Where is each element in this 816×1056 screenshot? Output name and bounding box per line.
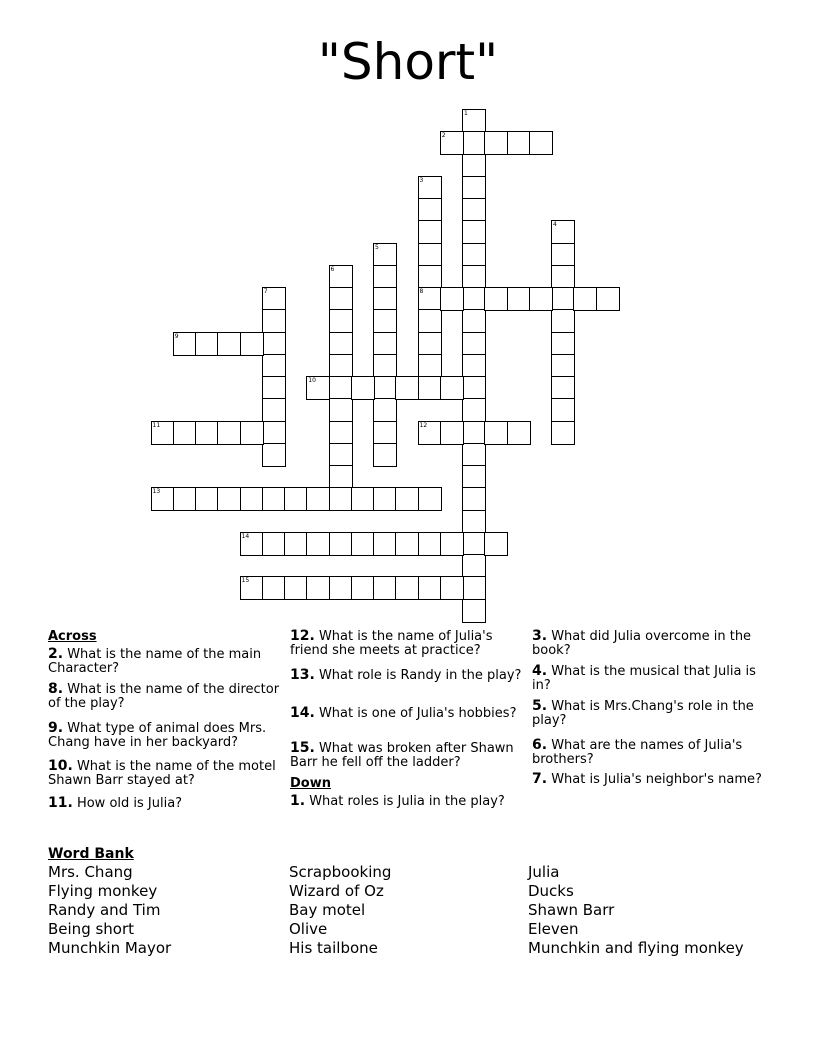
word-bank-item: Olive [289, 920, 328, 938]
grid-cell[interactable] [484, 532, 508, 556]
word-bank-item: Randy and Tim [48, 901, 161, 919]
clue-down-5: 5. What is Mrs.Chang's role in the play? [532, 698, 754, 728]
grid-cell[interactable] [418, 220, 442, 244]
grid-cell[interactable] [462, 198, 486, 222]
grid-cell[interactable] [462, 599, 486, 623]
grid-cell[interactable] [462, 265, 486, 289]
grid-cell[interactable] [329, 354, 353, 378]
grid-cell[interactable] [306, 487, 330, 511]
grid-cell[interactable] [418, 332, 442, 356]
grid-cell[interactable] [529, 131, 553, 155]
grid-cell[interactable] [262, 332, 286, 356]
grid-cell[interactable] [306, 532, 330, 556]
clue-number: 5 [375, 243, 379, 251]
word-bank-item: Wizard of Oz [289, 882, 384, 900]
grid-cell[interactable] [418, 354, 442, 378]
grid-cell[interactable] [418, 287, 442, 311]
grid-cell[interactable] [240, 332, 264, 356]
clue-number: 4 [553, 221, 557, 229]
grid-cell[interactable] [329, 465, 353, 489]
word-bank-item: Ducks [528, 882, 574, 900]
grid-cell[interactable] [262, 287, 286, 311]
grid-cell[interactable] [551, 376, 575, 400]
grid-cell[interactable] [507, 287, 531, 311]
word-bank-item: Mrs. Chang [48, 863, 133, 881]
grid-cell[interactable] [329, 376, 353, 400]
clue-across-14: 14. What is one of Julia's hobbies? [290, 705, 517, 721]
grid-cell[interactable] [262, 487, 286, 511]
clue-across-8: 8. What is the name of the director of the play? [48, 681, 280, 711]
grid-cell[interactable] [284, 576, 308, 600]
grid-cell[interactable] [329, 332, 353, 356]
grid-cell[interactable] [329, 487, 353, 511]
grid-cell[interactable] [418, 376, 442, 400]
grid-cell[interactable] [507, 131, 531, 155]
clue-number: 6 [330, 265, 335, 273]
grid-cell[interactable] [217, 332, 241, 356]
clue-number: 7 [263, 288, 268, 295]
word-bank-col-2 [289, 863, 391, 958]
grid-cell[interactable] [440, 376, 464, 400]
grid-cell[interactable] [551, 220, 575, 244]
grid-cell[interactable] [262, 421, 286, 445]
grid-cell[interactable] [262, 309, 286, 333]
across-heading: Across [48, 629, 97, 644]
grid-cell[interactable] [395, 376, 419, 400]
word-bank-heading: Word Bank [48, 846, 134, 862]
word-bank-col-1 [48, 863, 171, 958]
grid-cell[interactable] [262, 376, 286, 400]
grid-cell[interactable] [306, 376, 330, 400]
grid-cell[interactable] [240, 487, 264, 511]
grid-cell[interactable] [462, 487, 486, 511]
word-bank-item: Flying monkey [48, 882, 158, 900]
grid-cell[interactable] [395, 576, 419, 600]
grid-cell[interactable] [462, 354, 486, 378]
grid-cell[interactable] [351, 376, 375, 400]
grid-cell[interactable] [329, 532, 353, 556]
grid-cell[interactable] [306, 576, 330, 600]
grid-cell[interactable] [418, 198, 442, 222]
clue-across-10: 10. What is the name of the motel Shawn Barr stayed at? [48, 758, 276, 788]
clue-number: 10 [308, 377, 316, 384]
clue-across-2: 2. What is the name of the main Character? [48, 646, 262, 676]
grid-cell[interactable] [262, 398, 286, 422]
clue-down-6: 6. What are the names of Julia's brothers? [532, 737, 743, 767]
grid-cell[interactable] [462, 176, 486, 200]
grid-cell[interactable] [173, 421, 197, 445]
word-bank-item: Munchkin Mayor [48, 939, 172, 957]
grid-cell[interactable] [173, 487, 197, 511]
grid-cell[interactable] [462, 421, 486, 445]
word-bank-item: Scrapbooking [289, 863, 392, 881]
clue-across-15: 15. What was broken after Shawn Barr he fell off the ladder? [290, 740, 514, 770]
grid-cell[interactable] [195, 487, 219, 511]
grid-cell[interactable] [551, 354, 575, 378]
grid-cell[interactable] [329, 309, 353, 333]
grid-cell[interactable] [329, 421, 353, 445]
clue-across-9: 9. What type of animal does Mrs. Chang have in her backyard? [48, 720, 267, 750]
clue-down-4: 4. What is the musical that Julia is in? [532, 663, 756, 693]
grid-cell[interactable] [484, 421, 508, 445]
grid-cell[interactable] [462, 532, 486, 556]
grid-cell[interactable] [373, 421, 397, 445]
clue-number: 14 [241, 532, 250, 540]
grid-cell[interactable] [418, 176, 442, 200]
grid-cell[interactable] [373, 576, 397, 600]
grid-cell[interactable] [462, 376, 486, 400]
grid-cell[interactable] [373, 243, 397, 267]
word-bank-item: Munchkin and flying monkey [528, 939, 744, 957]
clue-across-11: 11. How old is Julia? [48, 795, 183, 811]
grid-cell[interactable] [462, 332, 486, 356]
word-bank-item: Julia [528, 863, 560, 881]
grid-cell[interactable] [329, 443, 353, 467]
grid-cell[interactable] [551, 309, 575, 333]
grid-cell[interactable] [462, 109, 486, 133]
clue-across-12: 12. What is the name of Julia's friend she meets at practice? [290, 628, 493, 658]
grid-cell[interactable] [329, 576, 353, 600]
grid-cell[interactable] [462, 576, 486, 600]
grid-cell[interactable] [462, 510, 486, 534]
grid-cell[interactable] [195, 332, 219, 356]
grid-cell[interactable] [329, 265, 353, 289]
grid-cell[interactable] [551, 287, 575, 311]
clue-number: 11 [152, 421, 161, 429]
grid-cell[interactable] [217, 487, 241, 511]
grid-cell[interactable] [351, 487, 375, 511]
word-bank-item: Eleven [528, 920, 579, 938]
grid-cell[interactable] [462, 243, 486, 267]
grid-cell[interactable] [462, 154, 486, 178]
grid-cell[interactable] [507, 421, 531, 445]
clue-down-7: 7. What is Julia's neighbor's name? [532, 771, 762, 787]
grid-cell[interactable] [440, 532, 464, 556]
grid-cell[interactable] [462, 443, 486, 467]
grid-cell[interactable] [462, 309, 486, 333]
clue-across-13: 13. What role is Randy in the play? [290, 667, 522, 683]
grid-cell[interactable] [462, 554, 486, 578]
grid-cell[interactable] [573, 287, 597, 311]
grid-cell[interactable] [484, 287, 508, 311]
grid-cell[interactable] [284, 487, 308, 511]
word-bank-col-3 [528, 863, 744, 958]
clue-number: 1 [464, 110, 468, 117]
puzzle-title: "Short" [317, 33, 499, 91]
grid-cell[interactable] [418, 265, 442, 289]
grid-cell[interactable] [484, 131, 508, 155]
word-bank-item: Being short [48, 920, 135, 938]
grid-cell[interactable] [551, 265, 575, 289]
grid-cell[interactable] [551, 421, 575, 445]
grid-cell[interactable] [418, 421, 442, 445]
grid-cell[interactable] [151, 421, 175, 445]
grid-cell[interactable] [351, 532, 375, 556]
clue-number: 3 [419, 176, 424, 184]
grid-cell[interactable] [373, 487, 397, 511]
grid-cell[interactable] [395, 532, 419, 556]
grid-cell[interactable] [551, 243, 575, 267]
grid-cell[interactable] [418, 532, 442, 556]
grid-cell[interactable] [462, 287, 486, 311]
grid-cell[interactable] [373, 398, 397, 422]
grid-cell[interactable] [551, 398, 575, 422]
down-heading: Down [290, 776, 331, 791]
grid-cell[interactable] [551, 332, 575, 356]
grid-cell[interactable] [373, 332, 397, 356]
grid-cell[interactable] [262, 354, 286, 378]
word-bank-item: His tailbone [289, 939, 378, 957]
grid-cell[interactable] [418, 309, 442, 333]
grid-cell[interactable] [373, 376, 397, 400]
grid-cell[interactable] [284, 532, 308, 556]
grid-cell[interactable] [418, 487, 442, 511]
clue-down-1: 1. What roles is Julia in the play? [290, 793, 505, 809]
grid-cell[interactable] [462, 131, 486, 155]
grid-cell[interactable] [262, 443, 286, 467]
grid-cell[interactable] [440, 576, 464, 600]
grid-cell[interactable] [418, 243, 442, 267]
clue-number: 15 [241, 577, 250, 585]
grid-cell[interactable] [373, 265, 397, 289]
grid-cell[interactable] [262, 532, 286, 556]
grid-cell[interactable] [240, 532, 264, 556]
grid-cell[interactable] [373, 532, 397, 556]
word-bank-item: Shawn Barr [528, 901, 615, 919]
grid-cell[interactable] [418, 576, 442, 600]
grid-cell[interactable] [440, 287, 464, 311]
grid-cell[interactable] [195, 421, 219, 445]
clue-number: 12 [419, 421, 428, 429]
word-bank-item: Bay motel [289, 901, 366, 919]
grid-cell[interactable] [462, 398, 486, 422]
grid-cell[interactable] [462, 465, 486, 489]
grid-cell[interactable] [329, 398, 353, 422]
grid-cell[interactable] [351, 576, 375, 600]
grid-cell[interactable] [440, 131, 464, 155]
grid-cell[interactable] [329, 287, 353, 311]
grid-cell[interactable] [395, 487, 419, 511]
grid-cell[interactable] [373, 443, 397, 467]
clue-down-3: 3. What did Julia overcome in the book? [532, 628, 752, 658]
grid-cell[interactable] [173, 332, 197, 356]
grid-cell[interactable] [217, 421, 241, 445]
grid-cell[interactable] [529, 287, 553, 311]
grid-cell[interactable] [151, 487, 175, 511]
grid-cell[interactable] [373, 287, 397, 311]
grid-cell[interactable] [262, 576, 286, 600]
grid-cell[interactable] [440, 421, 464, 445]
clue-number: 8 [419, 288, 424, 295]
grid-cell[interactable] [462, 220, 486, 244]
grid-cell[interactable] [373, 354, 397, 378]
clue-number: 2 [441, 132, 446, 140]
clue-number: 9 [174, 332, 179, 340]
grid-cell[interactable] [373, 309, 397, 333]
grid-cell[interactable] [240, 576, 264, 600]
grid-cell[interactable] [240, 421, 264, 445]
clue-number: 13 [152, 488, 161, 496]
grid-cell[interactable] [596, 287, 620, 311]
